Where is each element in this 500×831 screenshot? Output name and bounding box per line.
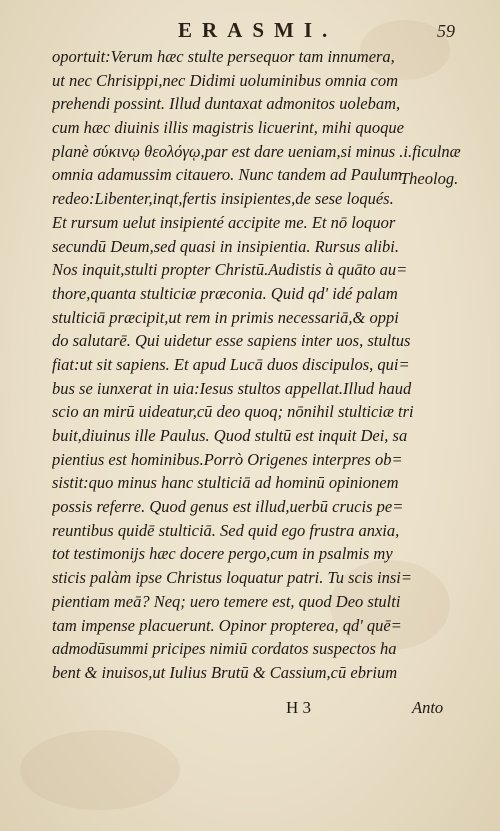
text-line: omnia adamussim citauero. Nunc tandem ad Paulum (52, 165, 402, 185)
text-line: reuntibus quidē stulticiā. Sed quid ego frustra anxia, (52, 520, 400, 540)
text-line: bus se iunxerat in uia:Iesus stultos appellat.Illud haud (52, 378, 412, 398)
text-line: tam impense placuerunt. Opinor propterea, qd' quē= (52, 615, 402, 635)
text-line: secundū Deum,sed quasi in insipientia. Rursus alibi. (52, 236, 399, 256)
text-line: thore,quanta stulticiæ præconia. Quid qd' idé palam (52, 283, 398, 303)
text-line: Nos inquit,stulti propter Christū.Audistis à quāto au= (52, 260, 408, 280)
catchword: Anto (412, 698, 444, 717)
text-line: oportuit:Verum hæc stulte persequor tam innumera, (52, 47, 395, 66)
text-line: scio an mirū uideatur,cū deo quoq; nōnihil stulticiæ tri (52, 402, 414, 422)
page-header (0, 14, 500, 44)
text-line: tot testimonijs hæc docere pergo,cum in psalmis my (52, 544, 393, 564)
text-line: buit,diuinus ille Paulus. Quod stultū est inquit Dei, sa (52, 426, 408, 445)
page-number: 59 (437, 21, 455, 41)
text-line: admodūsummi pricipes nimiū cordatos suspectos ha (52, 639, 397, 659)
page-footer (0, 698, 500, 724)
text-line: cum hæc diuinis illis magistris licuerint, mihi quoque (52, 118, 404, 138)
body-text (52, 45, 472, 685)
text-line: possis referre. Quod genus est illud,uerbū crucis pe= (52, 497, 404, 517)
text-line: redeo:Libenter,inqt,fertis insipientes,de sese loqués. (52, 189, 394, 209)
paper-stain (20, 730, 180, 810)
text-line: ut nec Chrisippi,nec Didimi uoluminibus omnia com (52, 70, 399, 90)
text-line: pientiam meā? Neq; uero temere est, quod Deo stulti (52, 591, 401, 611)
text-line: do salutarē. Qui uidetur esse sapiens inter uos, stultus (52, 331, 411, 351)
text-line: sticis palàm ipse Christus loquatur patri. Tu scis insi= (52, 568, 412, 588)
text-line: stulticiā præcipit,ut rem in primis necessariā,& oppi (52, 307, 399, 327)
text-line: planè σύκινῳ θεολόγῳ,par est dare ueniam,si minus .i.ficulnæ (52, 141, 461, 161)
text-line: pientius est hominibus.Porrò Origenes interpres ob= (52, 449, 403, 469)
signature-mark: H 3 (286, 698, 312, 717)
running-head: ERASMI. (178, 18, 338, 42)
text-line: Et rursum uelut insipienté accipite me. Et nō loquor (52, 212, 396, 232)
text-line: sistit:quo minus hanc stulticiā ad hominū opinionem (52, 473, 399, 493)
text-line: prehendi possint. Illud duntaxat admonitos uolebam, (52, 94, 401, 114)
text-line: fiat:ut sit sapiens. Et apud Lucā duos discipulos, qui= (52, 354, 410, 374)
text-line: bent & inuisos,ut Iulius Brutū & Cassium,cū ebrium (52, 662, 398, 682)
marginal-note: Theolog. (400, 169, 459, 188)
